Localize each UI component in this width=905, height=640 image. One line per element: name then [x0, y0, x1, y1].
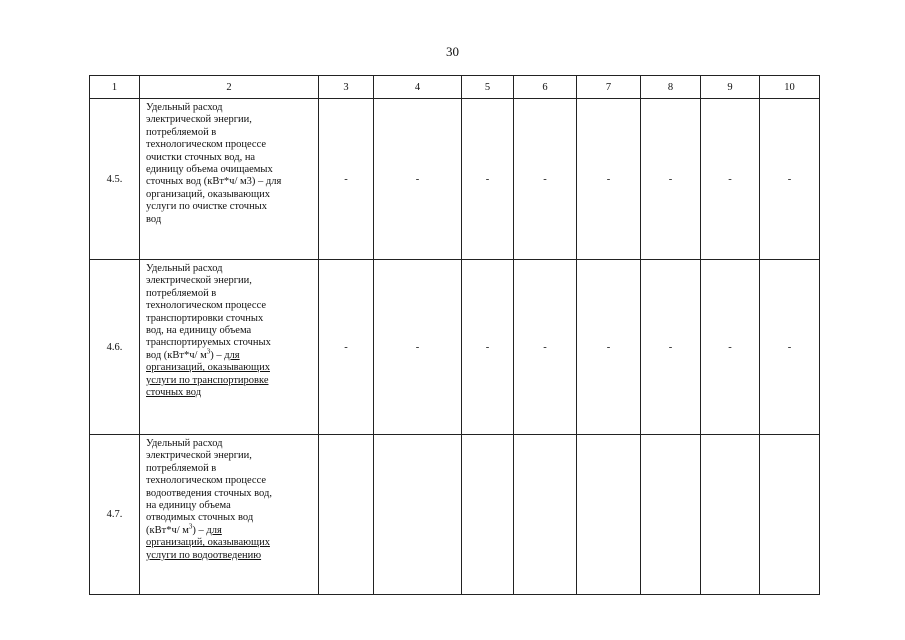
description-line: Удельный расход — [146, 438, 223, 449]
value-cell: - — [641, 99, 701, 260]
row-number: 4.5. — [90, 99, 140, 260]
table-header-row — [90, 76, 820, 99]
description-line: вод, на единицу объема — [146, 325, 252, 337]
line-text: вод (кВт*ч/ м — [146, 349, 207, 361]
value-cell — [760, 435, 820, 595]
column-header: 1 — [90, 76, 140, 99]
value-cell: - — [374, 260, 462, 435]
value-cell — [514, 435, 577, 595]
description-line: потребляемой в — [146, 126, 217, 138]
row-description — [140, 99, 319, 260]
row-description — [140, 260, 319, 435]
column-header: 10 — [760, 76, 820, 99]
line-text: ) – — [192, 524, 207, 536]
description-line: услуги по транспортировке — [146, 374, 269, 386]
row-description — [140, 435, 319, 595]
description-line: Удельный расход — [146, 102, 223, 113]
value-cell: - — [374, 99, 462, 260]
description-line: единицу объема очищаемых — [146, 164, 273, 176]
value-cell: - — [462, 99, 514, 260]
description-line: Удельный расход — [146, 263, 223, 274]
description-line: потребляемой в — [146, 462, 217, 474]
value-cell: - — [514, 99, 577, 260]
description-line: электрической энергии, — [146, 114, 252, 126]
column-header: 5 — [462, 76, 514, 99]
value-cell: - — [577, 260, 641, 435]
value-cell: - — [760, 260, 820, 435]
value-cell — [462, 435, 514, 595]
description-line: электрической энергии, — [146, 275, 252, 287]
description-line: транспортируемых сточных — [146, 337, 271, 349]
value-cell: - — [641, 260, 701, 435]
row-number: 4.6. — [90, 260, 140, 435]
table-row — [90, 435, 820, 595]
value-cell: - — [760, 99, 820, 260]
description-line: организаций, оказывающих — [146, 362, 270, 374]
column-header: 6 — [514, 76, 577, 99]
table-row — [90, 99, 820, 260]
description-line: сточных вод (кВт*ч/ м3) – для — [146, 176, 282, 188]
column-header: 7 — [577, 76, 641, 99]
description-line: организаций, оказывающих — [146, 537, 270, 549]
value-cell: - — [514, 260, 577, 435]
description-line: организаций, оказывающих — [146, 188, 270, 200]
superscript: 3 — [206, 347, 211, 356]
column-header: 2 — [140, 76, 319, 99]
description-line — [146, 522, 313, 537]
value-cell — [701, 435, 760, 595]
description-line: технологическом процессе — [146, 139, 267, 151]
description-line: вод — [146, 213, 162, 225]
value-cell — [577, 435, 641, 595]
column-header: 9 — [701, 76, 760, 99]
column-header: 3 — [319, 76, 374, 99]
column-header: 8 — [641, 76, 701, 99]
indicators-table — [89, 75, 820, 595]
page-number: 30 — [446, 44, 459, 59]
value-cell: - — [701, 99, 760, 260]
line-text: (кВт*ч/ м — [146, 524, 189, 536]
description-line: на единицу объема — [146, 500, 231, 512]
description-line: очистки сточных вод, на — [146, 151, 256, 163]
description-line: услуги по водоотведению — [146, 549, 262, 561]
value-cell: - — [577, 99, 641, 260]
column-header: 4 — [374, 76, 462, 99]
value-cell — [374, 435, 462, 595]
value-cell: - — [462, 260, 514, 435]
value-cell: - — [319, 99, 374, 260]
line-text: для — [224, 349, 240, 361]
description-line: технологическом процессе — [146, 475, 267, 487]
description-line: услуги по очистке сточных — [146, 201, 267, 213]
description-line: отводимых сточных вод — [146, 512, 254, 524]
value-cell: - — [319, 260, 374, 435]
line-text: для — [206, 524, 222, 536]
description-line: потребляемой в — [146, 287, 217, 299]
description-line: водоотведения сточных вод, — [146, 487, 272, 499]
description-line: электрической энергии, — [146, 450, 252, 462]
description-line: транспортировки сточных — [146, 312, 264, 324]
value-cell: - — [701, 260, 760, 435]
value-cell — [641, 435, 701, 595]
description-line: технологическом процессе — [146, 300, 267, 312]
table-row — [90, 260, 820, 435]
superscript: 3 — [188, 522, 193, 531]
value-cell — [319, 435, 374, 595]
row-number: 4.7. — [90, 435, 140, 595]
description-line: сточных вод — [146, 387, 202, 399]
description-line — [146, 347, 313, 362]
line-text: ) – — [210, 349, 225, 361]
